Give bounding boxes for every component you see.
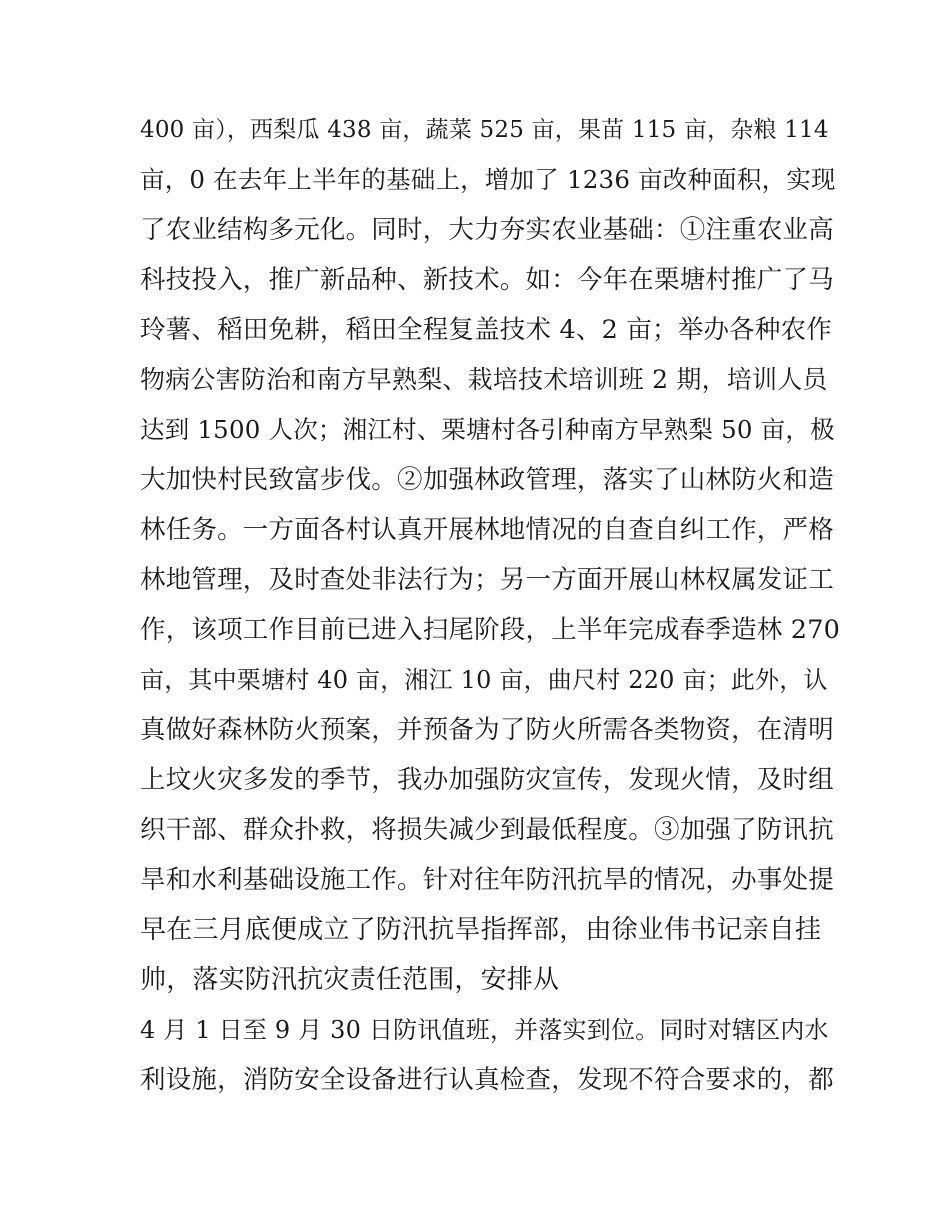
text-line: 4 月 1 日至 9 月 30 日防讯值班，并落实到位。同时对辖区内水 <box>140 1016 829 1044</box>
text-line: 亩，其中栗塘村 40 亩，湘江 10 亩，曲尺村 220 亩；此外，认 <box>140 666 828 694</box>
text-line: 旱和水利基础设施工作。针对往年防汛抗旱的情况，办事处提 <box>140 865 834 895</box>
text-line: 早在三月底便成立了防汛抗旱指挥部，由徐业伟书记亲自挂 <box>140 915 822 945</box>
text-line: 科技投入，推广新品种、新技术。如：今年在栗塘村推广了马 <box>140 265 834 295</box>
text-line: 利设施，消防安全设备进行认真检查，发现不符合要求的，都 <box>140 1065 834 1095</box>
text-line: 亩，0 在去年上半年的基础上，增加了 1236 亩改种面积，实现 <box>140 165 836 194</box>
text-line: 玲薯、稻田免耕，稻田全程复盖技术 4、2 亩；举办各种农作 <box>140 315 832 345</box>
text-line: 物病公害防治和南方早熟梨、栽培技术培训班 2 期，培训人员 <box>140 365 828 394</box>
text-line: 达到 1500 人次；湘江村、栗塘村各引种南方早熟梨 50 亩，极 <box>140 415 835 444</box>
text-line: 400 亩），西梨瓜 438 亩，蔬菜 525 亩，果苗 115 亩，杂粮 114 <box>140 117 829 143</box>
text-line: 林地管理，及时查处非法行为；另一方面开展山林权属发证工 <box>140 565 834 595</box>
text-line: 帅，落实防汛抗灾责任范围，安排从 <box>140 965 560 995</box>
text-line: 了农业结构多元化。同时，大力夯实农业基础：①注重农业高 <box>140 215 834 245</box>
text-line: 林任务。一方面各村认真开展林地情况的自查自纠工作，严格 <box>140 515 834 545</box>
text-line: 织干部、群众扑救，将损失减少到最低程度。③加强了防讯抗 <box>140 815 834 845</box>
text-line: 真做好森林防火预案，并预备为了防火所需各类物资，在清明 <box>140 715 834 745</box>
text-line: 作，该项工作目前已进入扫尾阶段，上半年完成春季造林 270 <box>140 615 841 645</box>
text-line: 上坟火灾多发的季节，我办加强防灾宣传，发现火情，及时组 <box>140 765 834 795</box>
text-line: 大加快村民致富步伐。②加强林政管理，落实了山林防火和造 <box>140 465 834 495</box>
